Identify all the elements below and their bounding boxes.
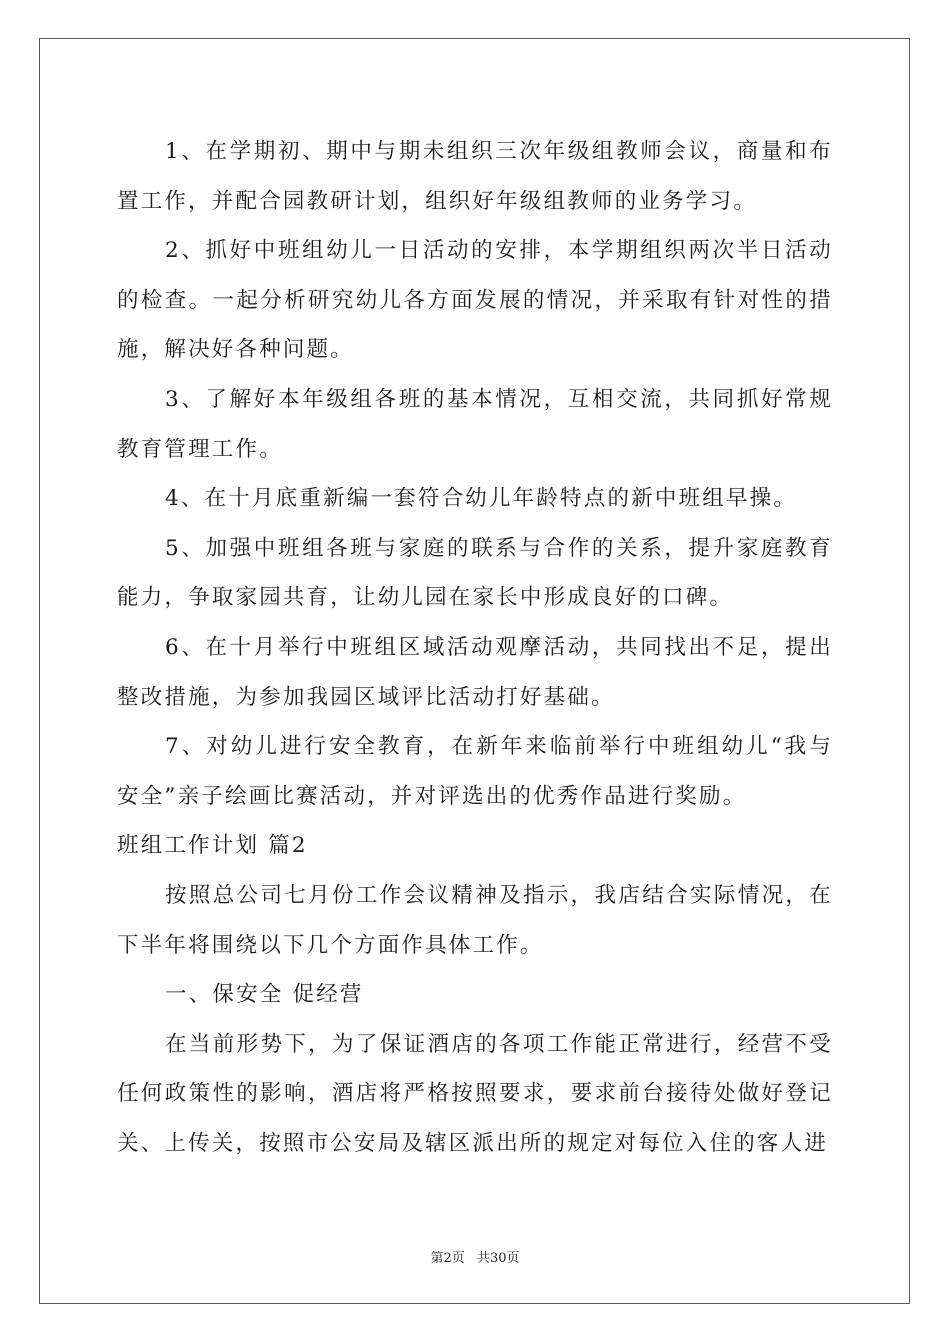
page-total: 共30页 bbox=[476, 1251, 520, 1266]
paragraph-1: 1、在学期初、期中与期未组织三次年级组教师会议，商量和布置工作，并配合园教研计划，组织好年级组教师的业务学习。 bbox=[117, 139, 833, 214]
section-subheading: 一、保安全 促经营 bbox=[165, 982, 364, 1008]
paragraph-6: 6、在十月举行中班组区域活动观摩活动，共同找出不足，提出整改措施，为参加我园区域评比活动打好基础。 bbox=[117, 634, 833, 710]
paragraph-2: 2、抓好中班组幼儿一日活动的安排，本学期组织两次半日活动的检查。一起分析研究幼儿各方面发展的情况，并采取有针对性的措施，解决好各种问题。 bbox=[117, 238, 833, 363]
page-number: 第2页 bbox=[430, 1251, 465, 1266]
document-body bbox=[117, 127, 833, 1168]
paragraph-5: 5、加强中班组各班与家庭的联系与合作的关系，提升家庭教育能力，争取家园共育，让幼儿园在家长中形成良好的口碑。 bbox=[117, 535, 833, 611]
paragraph-3: 3、了解好本年级组各班的基本情况，互相交流，共同抓好常规教育管理工作。 bbox=[117, 386, 833, 462]
page-footer bbox=[0, 1247, 950, 1266]
section-heading: 班组工作计划 篇2 bbox=[117, 833, 308, 859]
section-paragraph-2: 在当前形势下，为了保证酒店的各项工作能正常进行，经营不受任何政策性的影响，酒店将严格按照要求，要求前台接待处做好登记关、上传关，按照市公安局及辖区派出所的规定对每位入住的客人进 bbox=[117, 1031, 833, 1156]
section-paragraph-1: 按照总公司七月份工作会议精神及指示，我店结合实际情况，在下半年将围绕以下几个方面作具体工作。 bbox=[117, 882, 833, 958]
paragraph-4: 4、在十月底重新编一套符合幼儿年龄特点的新中班组早操。 bbox=[165, 486, 798, 512]
paragraph-7: 7、对幼儿进行安全教育，在新年来临前举行中班组幼儿“我与安全”亲子绘画比赛活动，并对评选出的优秀作品进行奖励。 bbox=[117, 734, 833, 809]
